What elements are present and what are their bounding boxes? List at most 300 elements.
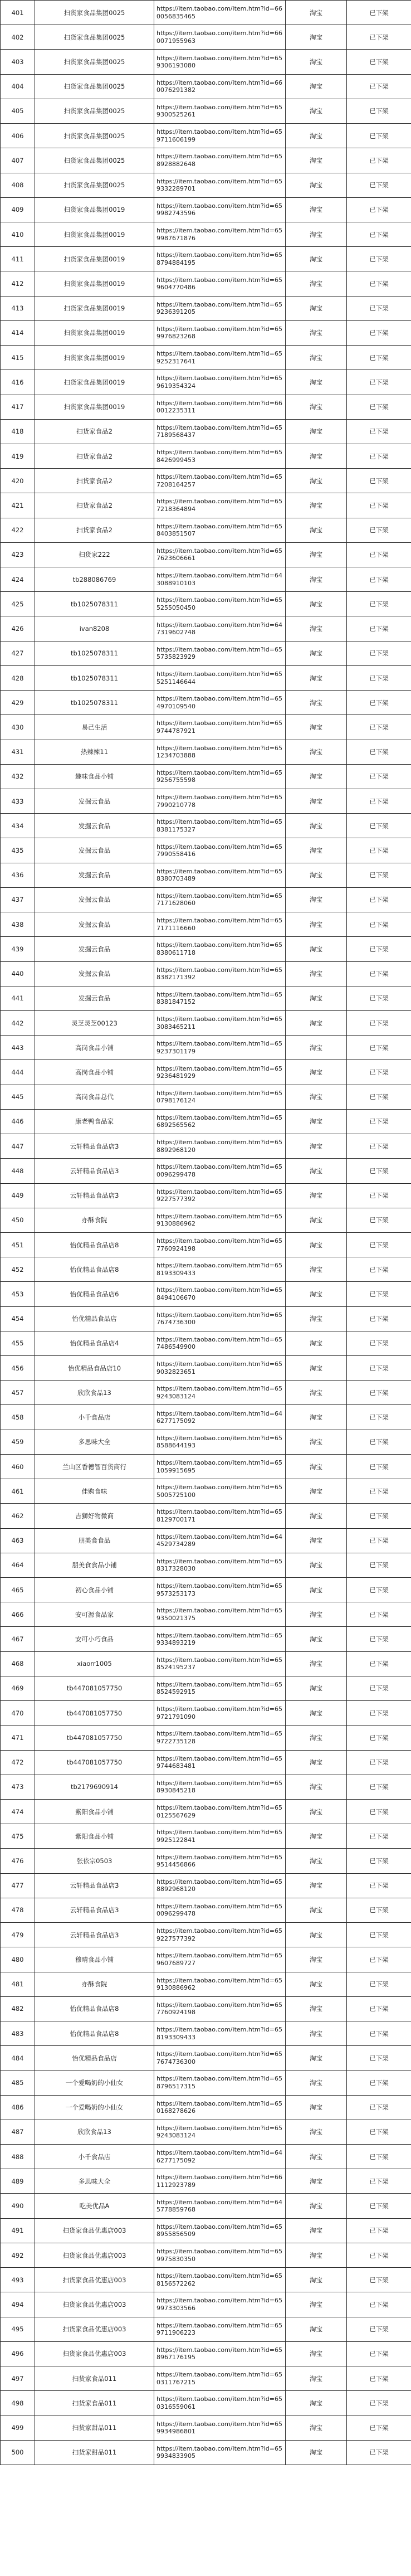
status-cell: 已下架 [347,616,411,641]
shop-name: 安可小巧食品 [35,1627,154,1651]
table-row [1,1306,411,1331]
item-link[interactable]: https://item.taobao.com/item.htm?id=65 7674736300 [154,2046,286,2070]
platform-cell: 淘宝 [286,1060,347,1085]
status-cell: 已下架 [347,1454,411,1479]
status-cell: 已下架 [347,1775,411,1799]
row-number: 489 [1,2169,35,2194]
table-row [1,1750,411,1775]
shop-name: 扫货家食品集团0019 [35,247,154,271]
status-cell: 已下架 [347,493,411,518]
shop-name: 发掘云食品 [35,961,154,986]
item-link[interactable]: https://item.taobao.com/item.htm?id=65 8588644193 [154,1430,286,1454]
item-link[interactable]: https://item.taobao.com/item.htm?id=65 9334893219 [154,1627,286,1651]
status-cell: 已下架 [347,1010,411,1035]
item-link[interactable]: https://item.taobao.com/item.htm?id=65 7760924198 [154,1232,286,1257]
item-link[interactable]: https://item.taobao.com/item.htm?id=65 9227577392 [154,1183,286,1208]
row-number: 402 [1,25,35,50]
table-row [1,838,411,863]
item-link[interactable]: https://item.taobao.com/item.htm?id=65 9573253173 [154,1578,286,1602]
row-number: 464 [1,1553,35,1577]
item-link[interactable]: https://item.taobao.com/item.htm?id=65 7171628060 [154,887,286,912]
item-link[interactable]: https://item.taobao.com/item.htm?id=65 8928882648 [154,148,286,173]
table-row [1,1947,411,1972]
shop-name: 扫货家食品集团0019 [35,320,154,345]
item-link[interactable]: https://item.taobao.com/item.htm?id=65 9350021375 [154,1602,286,1627]
table-row [1,469,411,493]
table-row [1,2095,411,2120]
table-row [1,1,411,25]
shop-name: 佳购食味 [35,1479,154,1504]
row-number: 412 [1,271,35,296]
status-cell: 已下架 [347,863,411,887]
row-number: 448 [1,1159,35,1183]
shop-name: 扫货家食品集团0019 [35,197,154,222]
item-link[interactable]: https://item.taobao.com/item.htm?id=65 8381175327 [154,814,286,838]
platform-cell: 淘宝 [286,2021,347,2045]
shop-name: tb447081057750 [35,1701,154,1726]
item-link[interactable]: https://item.taobao.com/item.htm?id=65 8796517315 [154,2070,286,2095]
table-row [1,1504,411,1528]
shop-name: 扫货家食品优惠店003 [35,2341,154,2366]
shop-name: 怡优精品食品店 [35,2046,154,2070]
table-row [1,616,411,641]
platform-cell: 淘宝 [286,1923,347,1947]
status-cell: 已下架 [347,1898,411,1922]
table-row [1,395,411,419]
item-link[interactable]: https://item.taobao.com/item.htm?id=65 9987671876 [154,222,286,246]
item-link[interactable]: https://item.taobao.com/item.htm?id=65 8382171392 [154,961,286,986]
table-row [1,2194,411,2218]
shop-name: 初心食品小铺 [35,1578,154,1602]
platform-cell: 淘宝 [286,1578,347,1602]
table-row [1,1257,411,1282]
status-cell: 已下架 [347,691,411,715]
platform-cell: 淘宝 [286,222,347,246]
table-body [1,1,411,2465]
row-number: 436 [1,863,35,887]
row-number: 450 [1,1208,35,1232]
platform-cell: 淘宝 [286,1602,347,1627]
item-link[interactable]: https://item.taobao.com/item.htm?id=65 9243083124 [154,2120,286,2144]
status-cell: 已下架 [347,1036,411,1060]
shop-name: 康老鸭食品家 [35,1109,154,1134]
item-link[interactable]: https://item.taobao.com/item.htm?id=65 5735823929 [154,641,286,665]
item-link[interactable]: https://item.taobao.com/item.htm?id=65 9711606199 [154,124,286,148]
item-link[interactable]: https://item.taobao.com/item.htm?id=65 8381847152 [154,986,286,1010]
item-link[interactable]: https://item.taobao.com/item.htm?id=65 0798176124 [154,1085,286,1109]
status-cell: 已下架 [347,838,411,863]
row-number: 401 [1,1,35,25]
shop-name: tb447081057750 [35,1750,154,1775]
row-number: 422 [1,518,35,542]
status-cell: 已下架 [347,50,411,74]
row-number: 424 [1,567,35,592]
item-link[interactable]: https://item.taobao.com/item.htm?id=65 7486549900 [154,1331,286,1355]
shop-name: 一个爱喝奶的小仙女 [35,2070,154,2095]
item-link[interactable]: https://item.taobao.com/item.htm?id=65 9607689727 [154,1947,286,1972]
table-row [1,1282,411,1306]
row-number: 496 [1,2341,35,2366]
row-number: 478 [1,1898,35,1922]
platform-cell: 淘宝 [286,2070,347,2095]
status-cell: 已下架 [347,1701,411,1726]
row-number: 417 [1,395,35,419]
item-link[interactable]: https://item.taobao.com/item.htm?id=65 9236481929 [154,1060,286,1085]
table-row [1,444,411,468]
item-link[interactable]: https://item.taobao.com/item.htm?id=66 0071955963 [154,25,286,50]
shop-name: 怡优精品食品店8 [35,1257,154,1282]
item-link[interactable]: https://item.taobao.com/item.htm?id=65 9976823268 [154,320,286,345]
item-link[interactable]: https://item.taobao.com/item.htm?id=65 0311767215 [154,2366,286,2391]
item-link[interactable]: https://item.taobao.com/item.htm?id=65 0096299478 [154,1159,286,1183]
item-link[interactable]: https://item.taobao.com/item.htm?id=65 8524195237 [154,1651,286,1676]
table-row [1,961,411,986]
table-row [1,2021,411,2045]
platform-cell: 淘宝 [286,2145,347,2169]
status-cell: 已下架 [347,1726,411,1750]
item-link[interactable]: https://item.taobao.com/item.htm?id=65 9227577392 [154,1923,286,1947]
shop-name: 吉狮好物微商 [35,1504,154,1528]
item-link[interactable]: https://item.taobao.com/item.htm?id=65 9604770486 [154,271,286,296]
status-cell: 已下架 [347,2120,411,2144]
row-number: 433 [1,789,35,814]
item-link[interactable]: https://item.taobao.com/item.htm?id=65 8317328030 [154,1553,286,1577]
table-row [1,1799,411,1824]
status-cell: 已下架 [347,2415,411,2440]
item-link[interactable]: https://item.taobao.com/item.htm?id=65 9721791090 [154,1701,286,1726]
shop-name: 亦酥食院 [35,1208,154,1232]
row-number: 458 [1,1405,35,1430]
status-cell: 已下架 [347,1085,411,1109]
item-link[interactable]: https://item.taobao.com/item.htm?id=65 1059915695 [154,1454,286,1479]
row-number: 457 [1,1381,35,1405]
status-cell: 已下架 [347,2169,411,2194]
platform-cell: 淘宝 [286,1824,347,1849]
item-link[interactable]: https://item.taobao.com/item.htm?id=65 7189568437 [154,419,286,444]
platform-cell: 淘宝 [286,1381,347,1405]
item-link[interactable]: https://item.taobao.com/item.htm?id=65 9975830350 [154,2243,286,2267]
table-row [1,789,411,814]
item-link[interactable]: https://item.taobao.com/item.htm?id=65 8494106670 [154,1282,286,1306]
row-number: 451 [1,1232,35,1257]
item-link[interactable]: https://item.taobao.com/item.htm?id=65 8892968120 [154,1134,286,1159]
item-link[interactable]: https://item.taobao.com/item.htm?id=65 3083465211 [154,1010,286,1035]
item-link[interactable]: https://item.taobao.com/item.htm?id=64 6277175092 [154,1405,286,1430]
table-row [1,124,411,148]
item-link[interactable]: https://item.taobao.com/item.htm?id=65 9744787921 [154,715,286,740]
item-link[interactable]: https://item.taobao.com/item.htm?id=65 7760924198 [154,1996,286,2021]
item-link[interactable]: https://item.taobao.com/item.htm?id=65 5251146644 [154,665,286,690]
shop-name: 高岗食品总代 [35,1085,154,1109]
shop-name: 扫货家甜品011 [35,2440,154,2465]
item-link[interactable]: https://item.taobao.com/item.htm?id=64 4529734289 [154,1528,286,1553]
item-link[interactable]: https://item.taobao.com/item.htm?id=65 9256755598 [154,764,286,789]
status-cell: 已下架 [347,1651,411,1676]
shop-name: 发掘云食品 [35,986,154,1010]
shop-name: 发掘云食品 [35,912,154,937]
item-link[interactable]: https://item.taobao.com/item.htm?id=66 0076291382 [154,74,286,99]
table-row [1,25,411,50]
item-link[interactable]: https://item.taobao.com/item.htm?id=65 9973303566 [154,2292,286,2317]
item-link[interactable]: https://item.taobao.com/item.htm?id=65 9514456866 [154,1849,286,1873]
table-row [1,1627,411,1651]
item-link[interactable]: https://item.taobao.com/item.htm?id=64 5778859768 [154,2194,286,2218]
status-cell: 已下架 [347,1282,411,1306]
item-link[interactable]: https://item.taobao.com/item.htm?id=65 9934986801 [154,2415,286,2440]
item-link[interactable]: https://item.taobao.com/item.htm?id=65 8967176195 [154,2341,286,2366]
shop-name: 扫货家甜品011 [35,2415,154,2440]
row-number: 431 [1,740,35,764]
item-link[interactable]: https://item.taobao.com/item.htm?id=64 3088910103 [154,567,286,592]
status-cell: 已下架 [347,1356,411,1381]
shop-name: 扫货家食品集团0019 [35,296,154,320]
shop-name: 扫货家食品优惠店003 [35,2292,154,2317]
shop-name: 亦酥食院 [35,1972,154,1996]
shop-name: 发掘云食品 [35,838,154,863]
platform-cell: 淘宝 [286,2391,347,2415]
status-cell: 已下架 [347,937,411,961]
table-row [1,1479,411,1504]
table-row [1,2218,411,2243]
platform-cell: 淘宝 [286,197,347,222]
item-link[interactable]: https://item.taobao.com/item.htm?id=66 0012235311 [154,395,286,419]
row-number: 438 [1,912,35,937]
item-link[interactable]: https://item.taobao.com/item.htm?id=65 5005725100 [154,1479,286,1504]
row-number: 476 [1,1849,35,1873]
platform-cell: 淘宝 [286,469,347,493]
item-link[interactable]: https://item.taobao.com/item.htm?id=65 8892968120 [154,1873,286,1898]
item-link[interactable]: https://item.taobao.com/item.htm?id=65 9306193080 [154,50,286,74]
item-link[interactable]: https://item.taobao.com/item.htm?id=65 7218364894 [154,493,286,518]
item-link[interactable]: https://item.taobao.com/item.htm?id=65 8403851507 [154,518,286,542]
status-cell: 已下架 [347,2194,411,2218]
status-cell: 已下架 [347,1232,411,1257]
status-cell: 已下架 [347,1553,411,1577]
table-row [1,419,411,444]
shop-name: 扫货家食品集团0019 [35,222,154,246]
status-cell: 已下架 [347,542,411,567]
shop-name: 张依宗0503 [35,1849,154,1873]
item-link[interactable]: https://item.taobao.com/item.htm?id=65 8955856509 [154,2218,286,2243]
item-link[interactable]: https://item.taobao.com/item.htm?id=65 9619354324 [154,370,286,395]
platform-cell: 淘宝 [286,1701,347,1726]
platform-cell: 淘宝 [286,789,347,814]
status-cell: 已下架 [347,320,411,345]
status-cell: 已下架 [347,912,411,937]
table-row [1,2046,411,2070]
item-link[interactable]: https://item.taobao.com/item.htm?id=65 9925122841 [154,1824,286,1849]
item-link[interactable]: https://item.taobao.com/item.htm?id=66 1112923789 [154,2169,286,2194]
row-number: 419 [1,444,35,468]
row-number: 409 [1,197,35,222]
platform-cell: 淘宝 [286,99,347,123]
item-link[interactable]: https://item.taobao.com/item.htm?id=65 9032823651 [154,1356,286,1381]
platform-cell: 淘宝 [286,1430,347,1454]
status-cell: 已下架 [347,1,411,25]
platform-cell: 淘宝 [286,1479,347,1504]
row-number: 492 [1,2243,35,2267]
row-number: 488 [1,2145,35,2169]
table-row [1,74,411,99]
table-row [1,1972,411,1996]
platform-cell: 淘宝 [286,1454,347,1479]
item-link[interactable]: https://item.taobao.com/item.htm?id=65 9711906223 [154,2317,286,2341]
row-number: 499 [1,2415,35,2440]
status-cell: 已下架 [347,1799,411,1824]
platform-cell: 淘宝 [286,1996,347,2021]
status-cell: 已下架 [347,197,411,222]
row-number: 455 [1,1331,35,1355]
item-link[interactable]: https://item.taobao.com/item.htm?id=65 7208164257 [154,469,286,493]
status-cell: 已下架 [347,592,411,616]
platform-cell: 淘宝 [286,346,347,370]
table-row [1,1356,411,1381]
shop-name: 怡优精品食品店 [35,1306,154,1331]
item-link[interactable]: https://item.taobao.com/item.htm?id=65 8794884195 [154,247,286,271]
platform-cell: 淘宝 [286,1405,347,1430]
item-link[interactable]: https://item.taobao.com/item.htm?id=65 7990558416 [154,838,286,863]
table-row [1,1381,411,1405]
table-row [1,1849,411,1873]
shop-name: 扫货家食品2 [35,469,154,493]
item-link[interactable]: https://item.taobao.com/item.htm?id=65 9722735128 [154,1726,286,1750]
item-link[interactable]: https://item.taobao.com/item.htm?id=65 9130886962 [154,1208,286,1232]
status-cell: 已下架 [347,961,411,986]
platform-cell: 淘宝 [286,2440,347,2465]
row-number: 421 [1,493,35,518]
item-link[interactable]: https://item.taobao.com/item.htm?id=65 7171116660 [154,912,286,937]
shop-name: 扫货家食品011 [35,2366,154,2391]
shop-name: tb1025078311 [35,641,154,665]
item-link[interactable]: https://item.taobao.com/item.htm?id=65 9300525261 [154,99,286,123]
status-cell: 已下架 [347,124,411,148]
shop-name: ivan8208 [35,616,154,641]
table-row [1,2341,411,2366]
platform-cell: 淘宝 [286,1,347,25]
platform-cell: 淘宝 [286,2169,347,2194]
status-cell: 已下架 [347,419,411,444]
item-link[interactable]: https://item.taobao.com/item.htm?id=65 9243083124 [154,1381,286,1405]
status-cell: 已下架 [347,2046,411,2070]
item-link[interactable]: https://item.taobao.com/item.htm?id=65 7990210778 [154,789,286,814]
item-link[interactable]: https://item.taobao.com/item.htm?id=65 0096299478 [154,1898,286,1922]
platform-cell: 淘宝 [286,124,347,148]
item-link[interactable]: https://item.taobao.com/item.htm?id=65 9130886962 [154,1972,286,1996]
shop-name: 小千食品店 [35,2145,154,2169]
item-link[interactable]: https://item.taobao.com/item.htm?id=65 9252317641 [154,346,286,370]
item-link[interactable]: https://item.taobao.com/item.htm?id=65 1234703888 [154,740,286,764]
platform-cell: 淘宝 [286,370,347,395]
item-link[interactable]: https://item.taobao.com/item.htm?id=65 7674736300 [154,1306,286,1331]
platform-cell: 淘宝 [286,320,347,345]
shop-name: 怡优精品食品店8 [35,1996,154,2021]
item-link[interactable]: https://item.taobao.com/item.htm?id=65 8156572262 [154,2268,286,2292]
row-number: 470 [1,1701,35,1726]
item-link[interactable]: https://item.taobao.com/item.htm?id=65 9934833905 [154,2440,286,2465]
table-row [1,1085,411,1109]
platform-cell: 淘宝 [286,838,347,863]
item-link[interactable]: https://item.taobao.com/item.htm?id=65 8193309433 [154,2021,286,2045]
table-row [1,1775,411,1799]
table-row [1,1010,411,1035]
item-link[interactable]: https://item.taobao.com/item.htm?id=64 7319602748 [154,616,286,641]
item-link[interactable]: https://item.taobao.com/item.htm?id=66 0056835465 [154,1,286,25]
table-row [1,764,411,789]
shop-name: 扫货家食品集团0025 [35,1,154,25]
shop-name: 云轩精品食品店3 [35,1923,154,1947]
item-link[interactable]: https://item.taobao.com/item.htm?id=65 9332289701 [154,173,286,197]
item-link[interactable]: https://item.taobao.com/item.htm?id=65 0316559061 [154,2391,286,2415]
status-cell: 已下架 [347,814,411,838]
item-link[interactable]: https://item.taobao.com/item.htm?id=64 6277175092 [154,2145,286,2169]
shop-name: 扫货家食品集团0025 [35,99,154,123]
status-cell: 已下架 [347,1824,411,1849]
item-link[interactable]: https://item.taobao.com/item.htm?id=65 8380703489 [154,863,286,887]
status-cell: 已下架 [347,148,411,173]
item-link[interactable]: https://item.taobao.com/item.htm?id=65 8426999453 [154,444,286,468]
table-row [1,665,411,690]
item-link[interactable]: https://item.taobao.com/item.htm?id=65 9744683481 [154,1750,286,1775]
platform-cell: 淘宝 [286,1356,347,1381]
table-row [1,1923,411,1947]
status-cell: 已下架 [347,2317,411,2341]
item-link[interactable]: https://item.taobao.com/item.htm?id=65 6892565562 [154,1109,286,1134]
table-row [1,2366,411,2391]
item-link[interactable]: https://item.taobao.com/item.htm?id=65 8129700171 [154,1504,286,1528]
item-link[interactable]: https://item.taobao.com/item.htm?id=65 8930845218 [154,1775,286,1799]
table-row [1,2145,411,2169]
table-row [1,2415,411,2440]
item-link[interactable]: https://item.taobao.com/item.htm?id=65 4970109540 [154,691,286,715]
item-link[interactable]: https://item.taobao.com/item.htm?id=65 0125567629 [154,1799,286,1824]
status-cell: 已下架 [347,1528,411,1553]
row-number: 437 [1,887,35,912]
item-link[interactable]: https://item.taobao.com/item.htm?id=65 9982743596 [154,197,286,222]
table-row [1,148,411,173]
item-link[interactable]: https://item.taobao.com/item.htm?id=65 7623606661 [154,542,286,567]
item-link[interactable]: https://item.taobao.com/item.htm?id=65 0168278626 [154,2095,286,2120]
item-link[interactable]: https://item.taobao.com/item.htm?id=65 8524592915 [154,1676,286,1700]
item-link[interactable]: https://item.taobao.com/item.htm?id=65 8380611718 [154,937,286,961]
shop-name: 发掘云食品 [35,789,154,814]
table-row [1,1109,411,1134]
item-link[interactable]: https://item.taobao.com/item.htm?id=65 5255050450 [154,592,286,616]
shop-name: 扫货家食品优惠店003 [35,2317,154,2341]
platform-cell: 淘宝 [286,1972,347,1996]
table-row [1,1208,411,1232]
item-link[interactable]: https://item.taobao.com/item.htm?id=65 8193309433 [154,1257,286,1282]
row-number: 460 [1,1454,35,1479]
platform-cell: 淘宝 [286,1627,347,1651]
row-number: 410 [1,222,35,246]
row-number: 474 [1,1799,35,1824]
row-number: 491 [1,2218,35,2243]
status-cell: 已下架 [347,1430,411,1454]
table-row [1,2120,411,2144]
platform-cell: 淘宝 [286,2268,347,2292]
shop-name: 扫货家食品优惠店003 [35,2243,154,2267]
item-link[interactable]: https://item.taobao.com/item.htm?id=65 9236391205 [154,296,286,320]
table-row [1,2317,411,2341]
platform-cell: 淘宝 [286,395,347,419]
table-row [1,814,411,838]
row-number: 443 [1,1036,35,1060]
status-cell: 已下架 [347,887,411,912]
status-cell: 已下架 [347,444,411,468]
item-link[interactable]: https://item.taobao.com/item.htm?id=65 9237301179 [154,1036,286,1060]
platform-cell: 淘宝 [286,542,347,567]
platform-cell: 淘宝 [286,1257,347,1282]
